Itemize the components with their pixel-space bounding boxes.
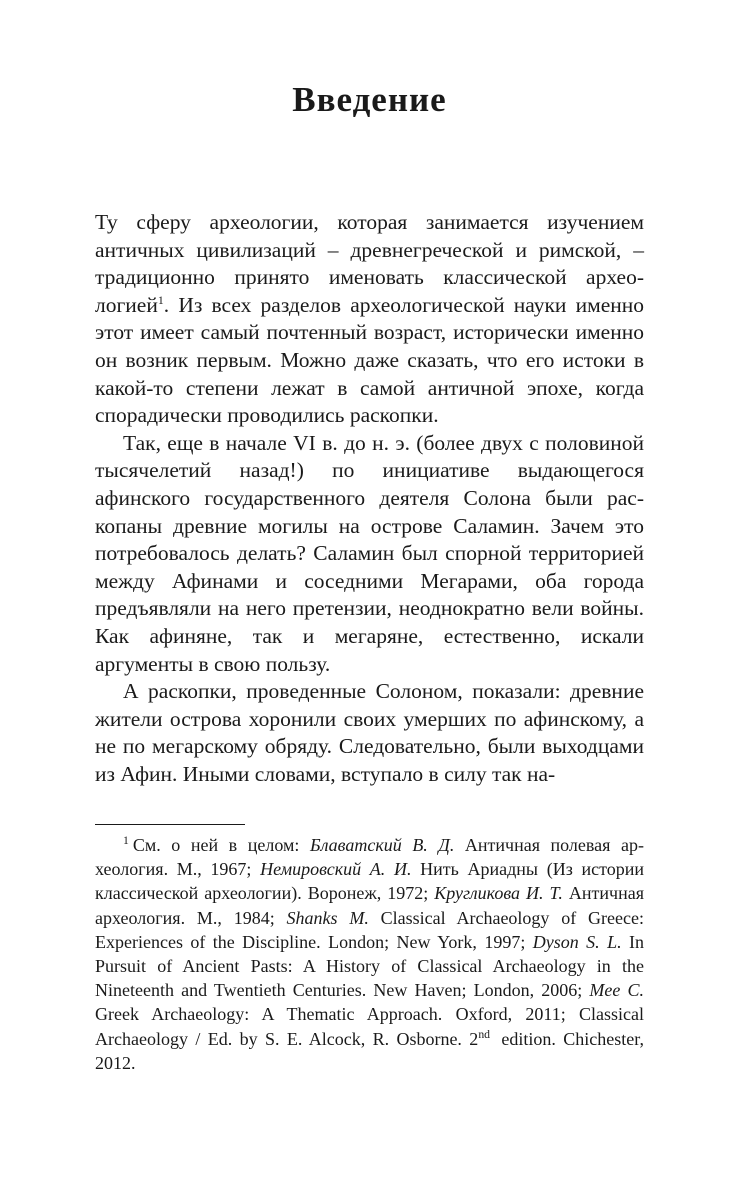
main-text: [95, 209, 644, 788]
footnote-text: Classical Archaeology of Greece: Experiences of the Discipline. London; New York, 1997;: [95, 907, 645, 952]
footnote-author: Кругликова И. Т.: [434, 883, 563, 904]
footnote-text: edition. Chichester, 2012.: [95, 1028, 644, 1073]
footnote-text: Античная археология. М., 1984;: [95, 883, 644, 928]
footnote-text: In Pursuit of Ancient Pasts: A History of Classical Archaeology in the Nineteenth and Twentieth Centuries. New Haven; London, 2006;: [95, 931, 645, 1001]
footnote-separator: [95, 824, 245, 825]
paragraph-3: А раскопки, проведенные Солоном, показали: древние жители острова хоронили своих умерших по афинскому, а не по мегарскому обряду. Следовательно, были выходцами из Афин. Иными словами, вступало в силу так на-: [95, 679, 644, 786]
footnote-author: Немировский А. И.: [260, 859, 412, 880]
footnote-author: Dyson S. L.: [532, 931, 622, 952]
footnote-text: См. о ней в целом:: [132, 835, 310, 855]
footnote-author: Shanks M.: [286, 907, 369, 928]
footnote-author: Блаватский В. Д.: [309, 835, 455, 855]
chapter-title: Введение: [292, 80, 447, 119]
footnote: [95, 833, 644, 1075]
paragraph-1-text-end: . Из всех разделов археологической науки именно этот имеет самый почтенный возраст, исторически именно он возник первым. Можно даже сказать, что его истоки в какой-то степени лежат в самой античной эпохе, когда спорадически проводились раскопки.: [95, 292, 644, 428]
footnote-author: Mee C.: [589, 980, 644, 1001]
paragraph-1-text-start: Ту сферу археологии, которая занимается изучением античных цивилизаций – древнегреческой и римской, – традиционно принято именовать классической археологией: [95, 210, 644, 317]
paragraph-2: Так, еще в начале VI в. до н. э. (более двух с половиной тысячелетий назад!) по инициативе выдающегося афинского государственного деятеля Солона были раскопаны древние могилы на острове Саламин. Зачем это потребовалось делать? Саламин был спорной территорией между Афинами и соседними Мегарами, оба города предъявляли на него претензии, неоднократно вели войны. Как афиняне, так и мегаряне, естественно, искали аргументы в свою пользу.: [95, 430, 644, 676]
footnote-text: Античная полевая археология. М., 1967;: [95, 835, 644, 880]
paragraph-1: [95, 209, 644, 430]
footnote-reference: 1: [157, 292, 164, 307]
footnote-text: Нить Ариадны (Из истории классической археологии). Воронеж, 1972;: [95, 859, 644, 904]
footnote-number: 1: [123, 834, 129, 847]
edition-superscript: nd: [478, 1027, 490, 1041]
footnote-text: Greek Archaeology: A Thematic Approach. Oxford, 2011; Classical Archaeology / Ed. by S. E. Alcock, R. Osborne. 2: [95, 1004, 644, 1049]
